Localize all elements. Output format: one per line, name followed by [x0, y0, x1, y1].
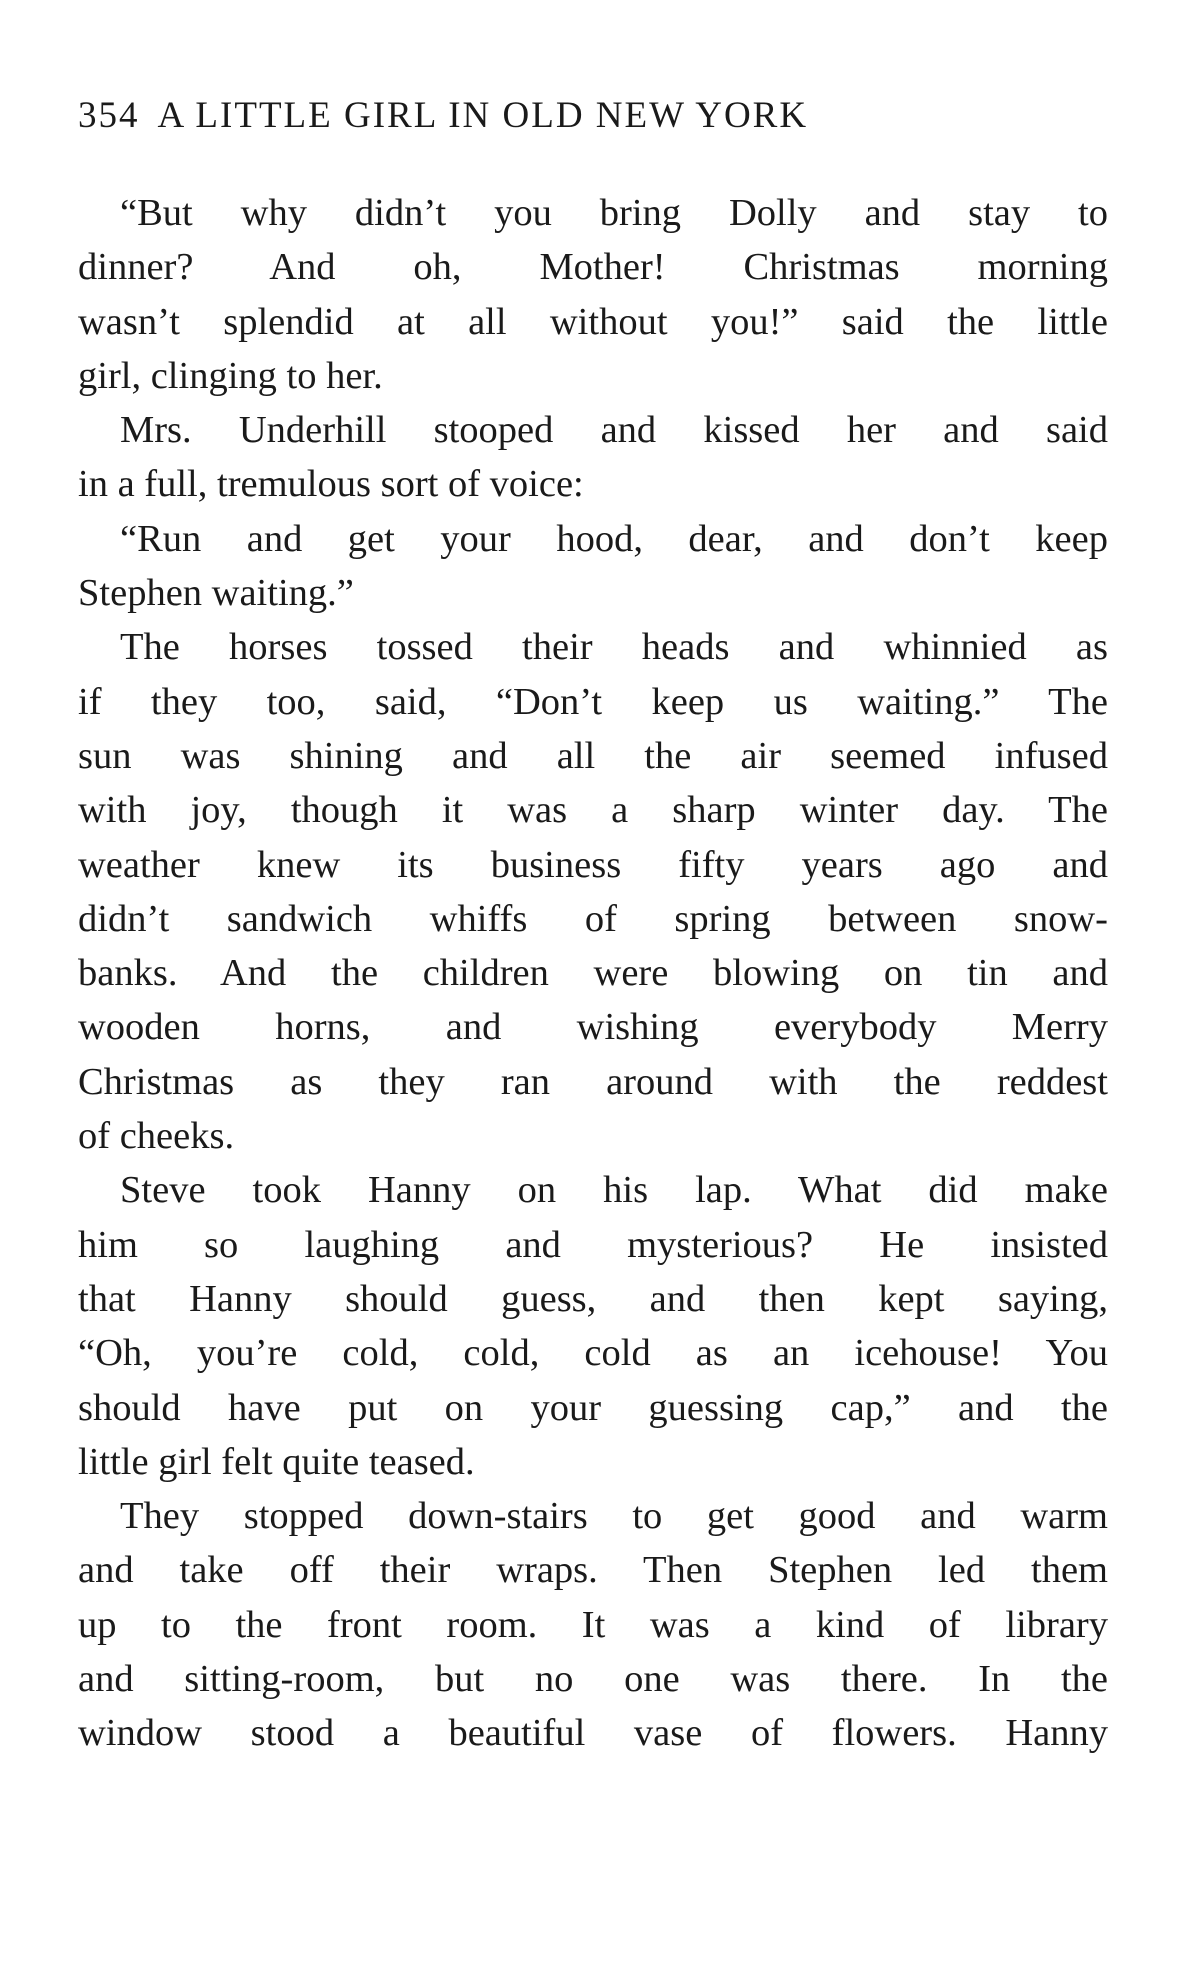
text-line: didn’t sandwich whiffs of spring between snow- [78, 897, 1108, 940]
text-line: little girl felt quite teased. [78, 1440, 475, 1483]
text-line: girl, clinging to her. [78, 354, 383, 397]
paragraph [78, 1489, 1108, 1760]
running-header [78, 94, 808, 137]
text-line: and take off their wraps. Then Stephen led them [78, 1549, 1108, 1592]
text-line: “But why didn’t you bring Dolly and stay to [120, 192, 1108, 234]
running-title: A LITTLE GIRL IN OLD NEW YORK [157, 95, 809, 136]
text-line: banks. And the children were blowing on tin and [78, 952, 1108, 995]
text-line: The horses tossed their heads and whinnied as [120, 626, 1108, 669]
text-line: of cheeks. [78, 1115, 235, 1158]
text-line: if they too, said, “Don’t keep us waiting.” The [78, 680, 1108, 723]
text-line: Christmas as they ran around with the reddest [78, 1060, 1108, 1103]
text-line: that Hanny should guess, and then kept saying, [78, 1277, 1108, 1320]
text-line: wasn’t splendid at all without you!” said the little [78, 300, 1108, 343]
paragraph [78, 620, 1108, 1163]
text-line: Steve took Hanny on his lap. What did make [120, 1169, 1108, 1212]
text-line: They stopped down-stairs to get good and warm [120, 1495, 1108, 1538]
text-line: “Run and get your hood, dear, and don’t keep [120, 517, 1108, 560]
body-text [78, 186, 1108, 1761]
text-line: should have put on your guessing cap,” and the [78, 1386, 1108, 1429]
paragraph [78, 186, 1108, 403]
text-line: wooden horns, and wishing everybody Merry [78, 1006, 1108, 1049]
text-line: and sitting-room, but no one was there. In the [78, 1658, 1108, 1701]
text-line: Mrs. Underhill stooped and kissed her and said [120, 409, 1108, 452]
paragraph [78, 1163, 1108, 1489]
text-line: sun was shining and all the air seemed infused [78, 734, 1108, 777]
text-line: Stephen waiting.” [78, 572, 354, 615]
text-line: dinner? And oh, Mother! Christmas morning [78, 246, 1108, 289]
text-line: window stood a beautiful vase of flowers. Hanny [78, 1712, 1108, 1755]
text-line: him so laughing and mysterious? He insisted [78, 1223, 1108, 1266]
text-line: with joy, though it was a sharp winter day. The [78, 789, 1108, 832]
page-number: 354 [78, 95, 140, 136]
text-line: in a full, tremulous sort of voice: [78, 463, 584, 506]
text-line: up to the front room. It was a kind of library [78, 1603, 1108, 1646]
paragraph [78, 512, 1108, 621]
text-line: weather knew its business fifty years ago and [78, 843, 1108, 886]
paragraph [78, 403, 1108, 512]
text-line: “Oh, you’re cold, cold, cold as an icehouse! You [78, 1332, 1108, 1375]
